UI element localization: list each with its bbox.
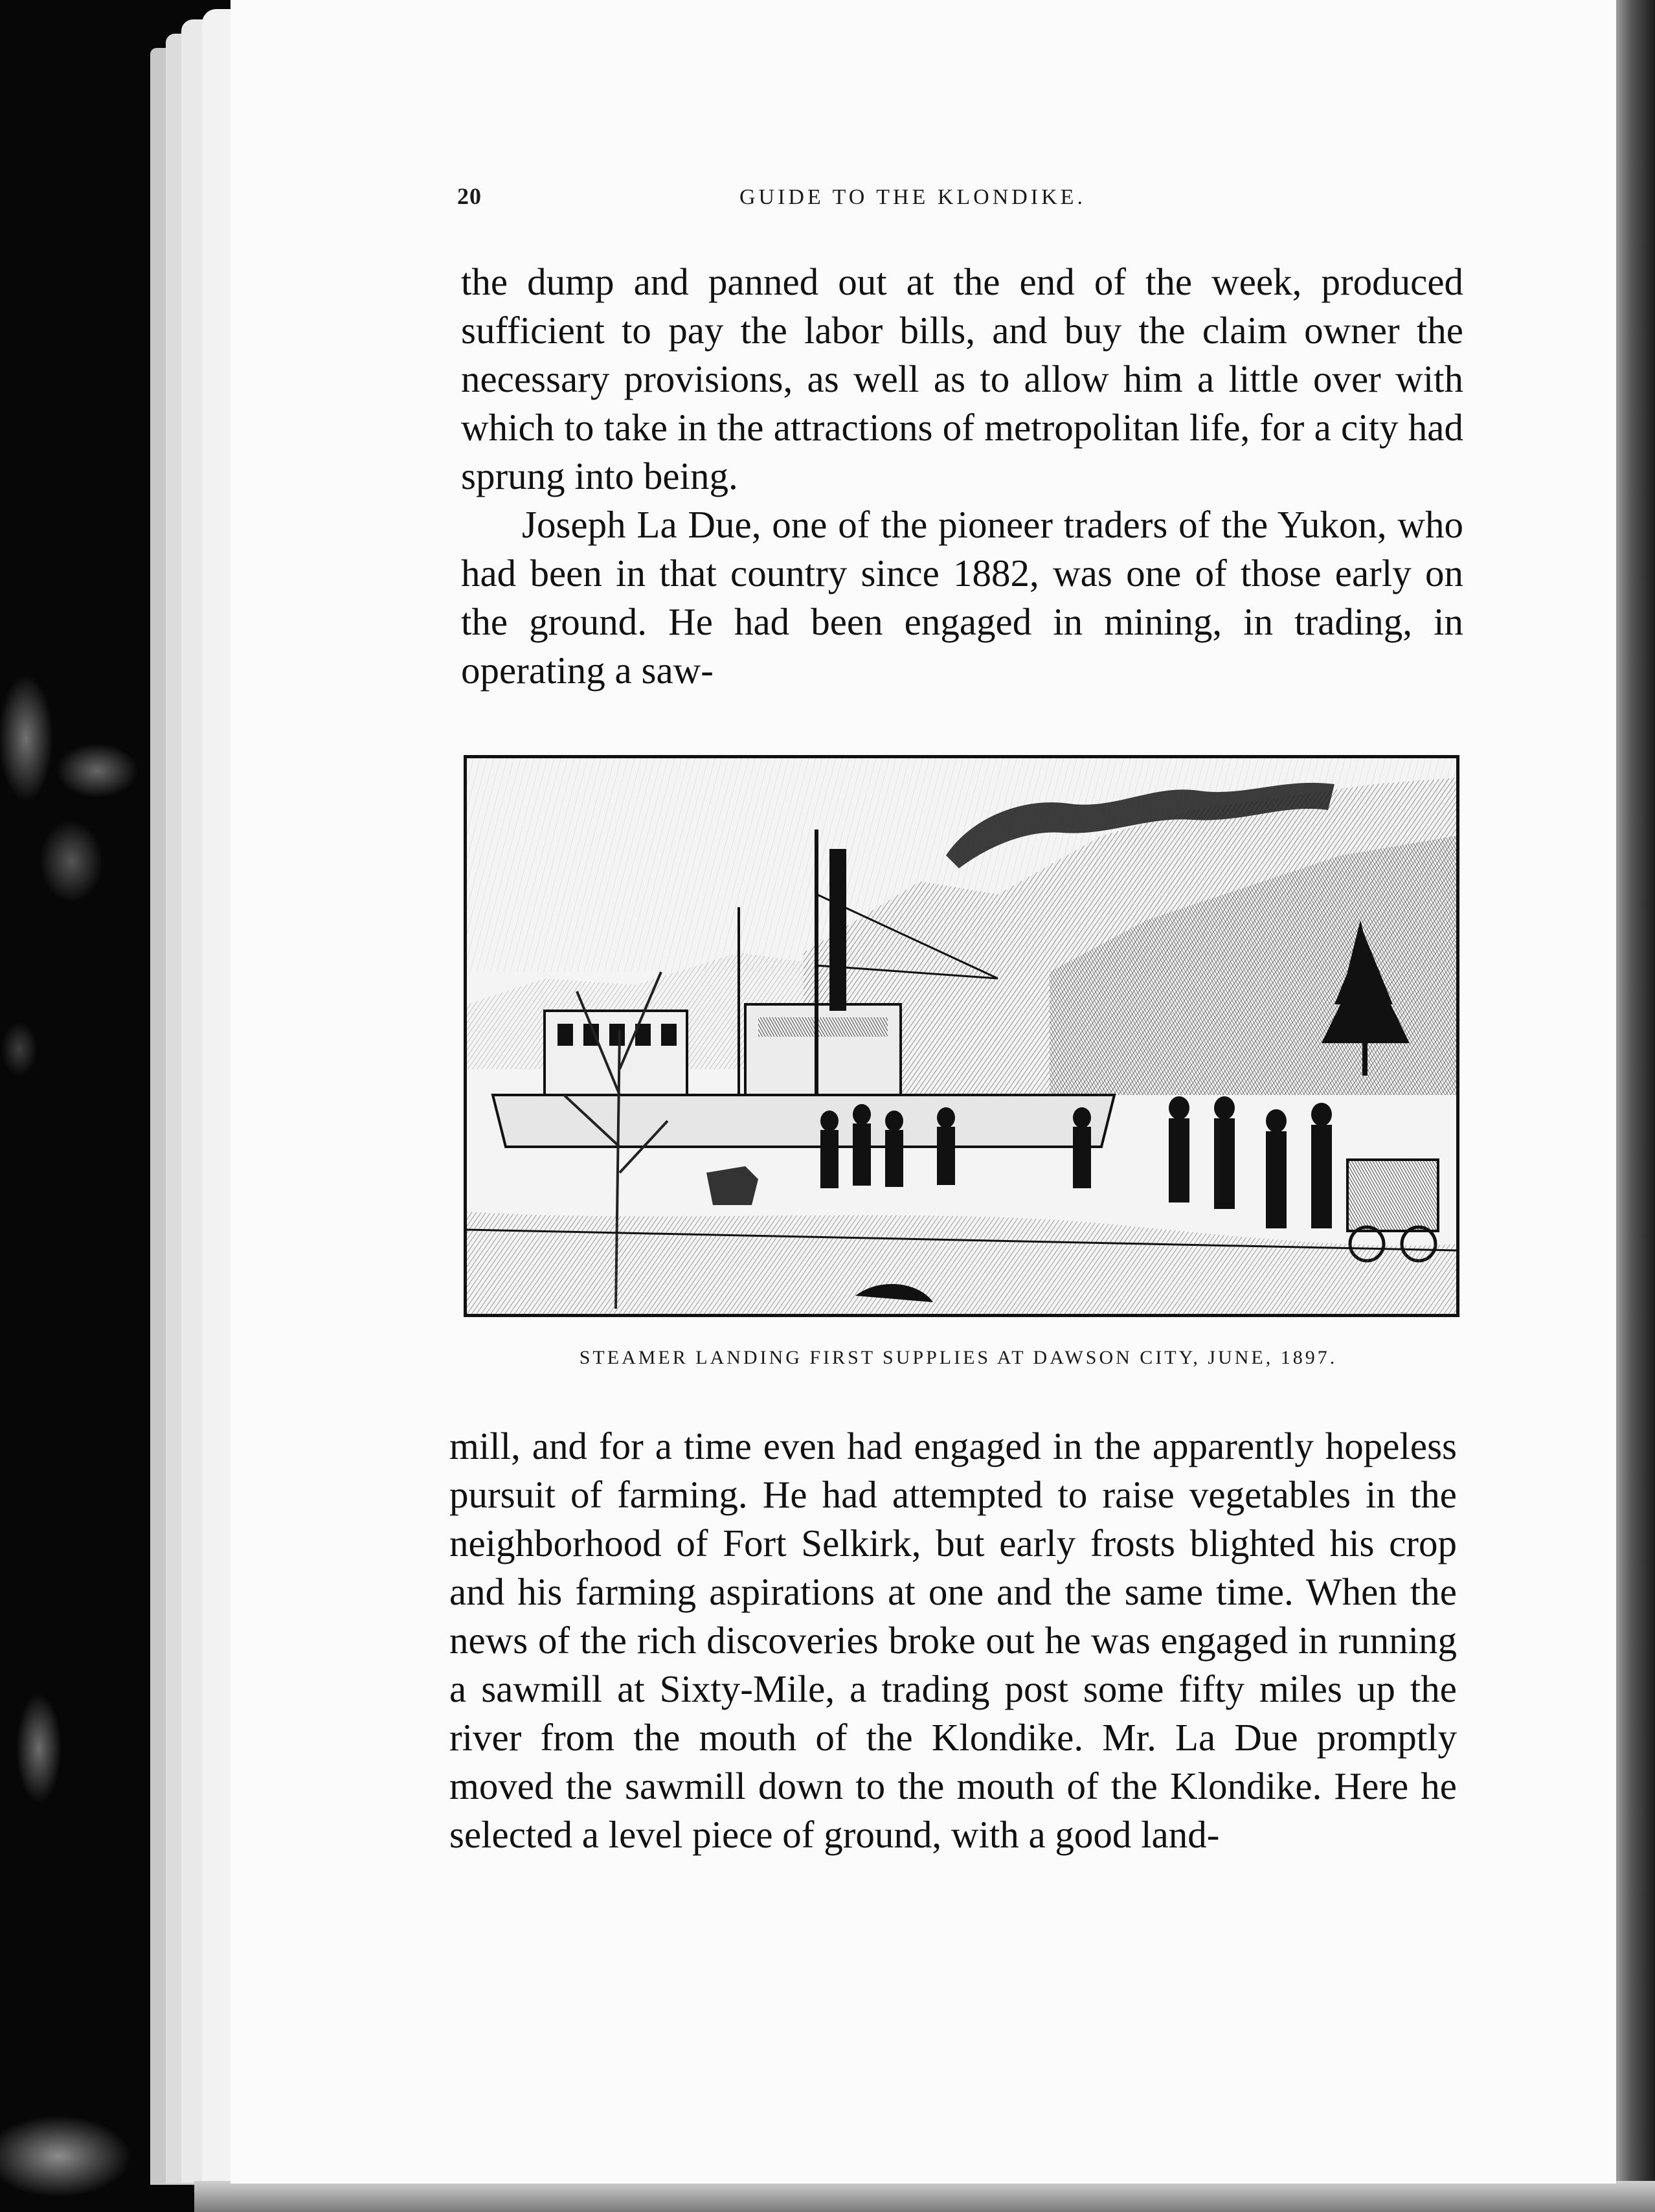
body-text-top [461,258,1463,695]
binding-shadow [1614,0,1655,2212]
steamer-engraving [467,758,1456,1314]
paragraph: Joseph La Due, one of the pioneer traders of the Yukon, who had been in that country since 1882, was one of those early on the ground. He had been engaged in mining, in trading, in operating a saw- [461,503,1463,692]
engraving-illustration [464,755,1459,1317]
paragraph: the dump and panned out at the end of the week, produced sufficient to pay the labor bills, and buy the claim owner the necessary provisions, as well as to allow him a little over with which to take in the attractions of metropolitan life, for a city had sprung into being. [461,260,1463,497]
body-text-bottom [449,1422,1457,1859]
page-header [457,183,1158,215]
page-number: 20 [457,183,482,209]
paragraph: mill, and for a time even had engaged in the apparently hopeless pursuit of farming. He had attempted to raise vegetables in the neighborhood of Fort Selkirk, but early frosts blighted his crop and his farming aspirations at one and the same time. When the news of the rich discoveries broke out he was engaged in running a sawmill at Sixty-Mile, a trading post some fifty miles up the river from the mouth of the Klondike. Mr. La Due promptly moved the sawmill down to the mouth of the Klondike. Here he selected a level piece of ground, with a good land- [449,1425,1457,1856]
illustration-caption: STEAMER LANDING FIRST SUPPLIES AT DAWSON CITY, JUNE, 1897. [579,1347,1338,1368]
running-head: GUIDE TO THE KLONDIKE. [739,185,1086,209]
page-bottom-edge [194,2181,1655,2212]
